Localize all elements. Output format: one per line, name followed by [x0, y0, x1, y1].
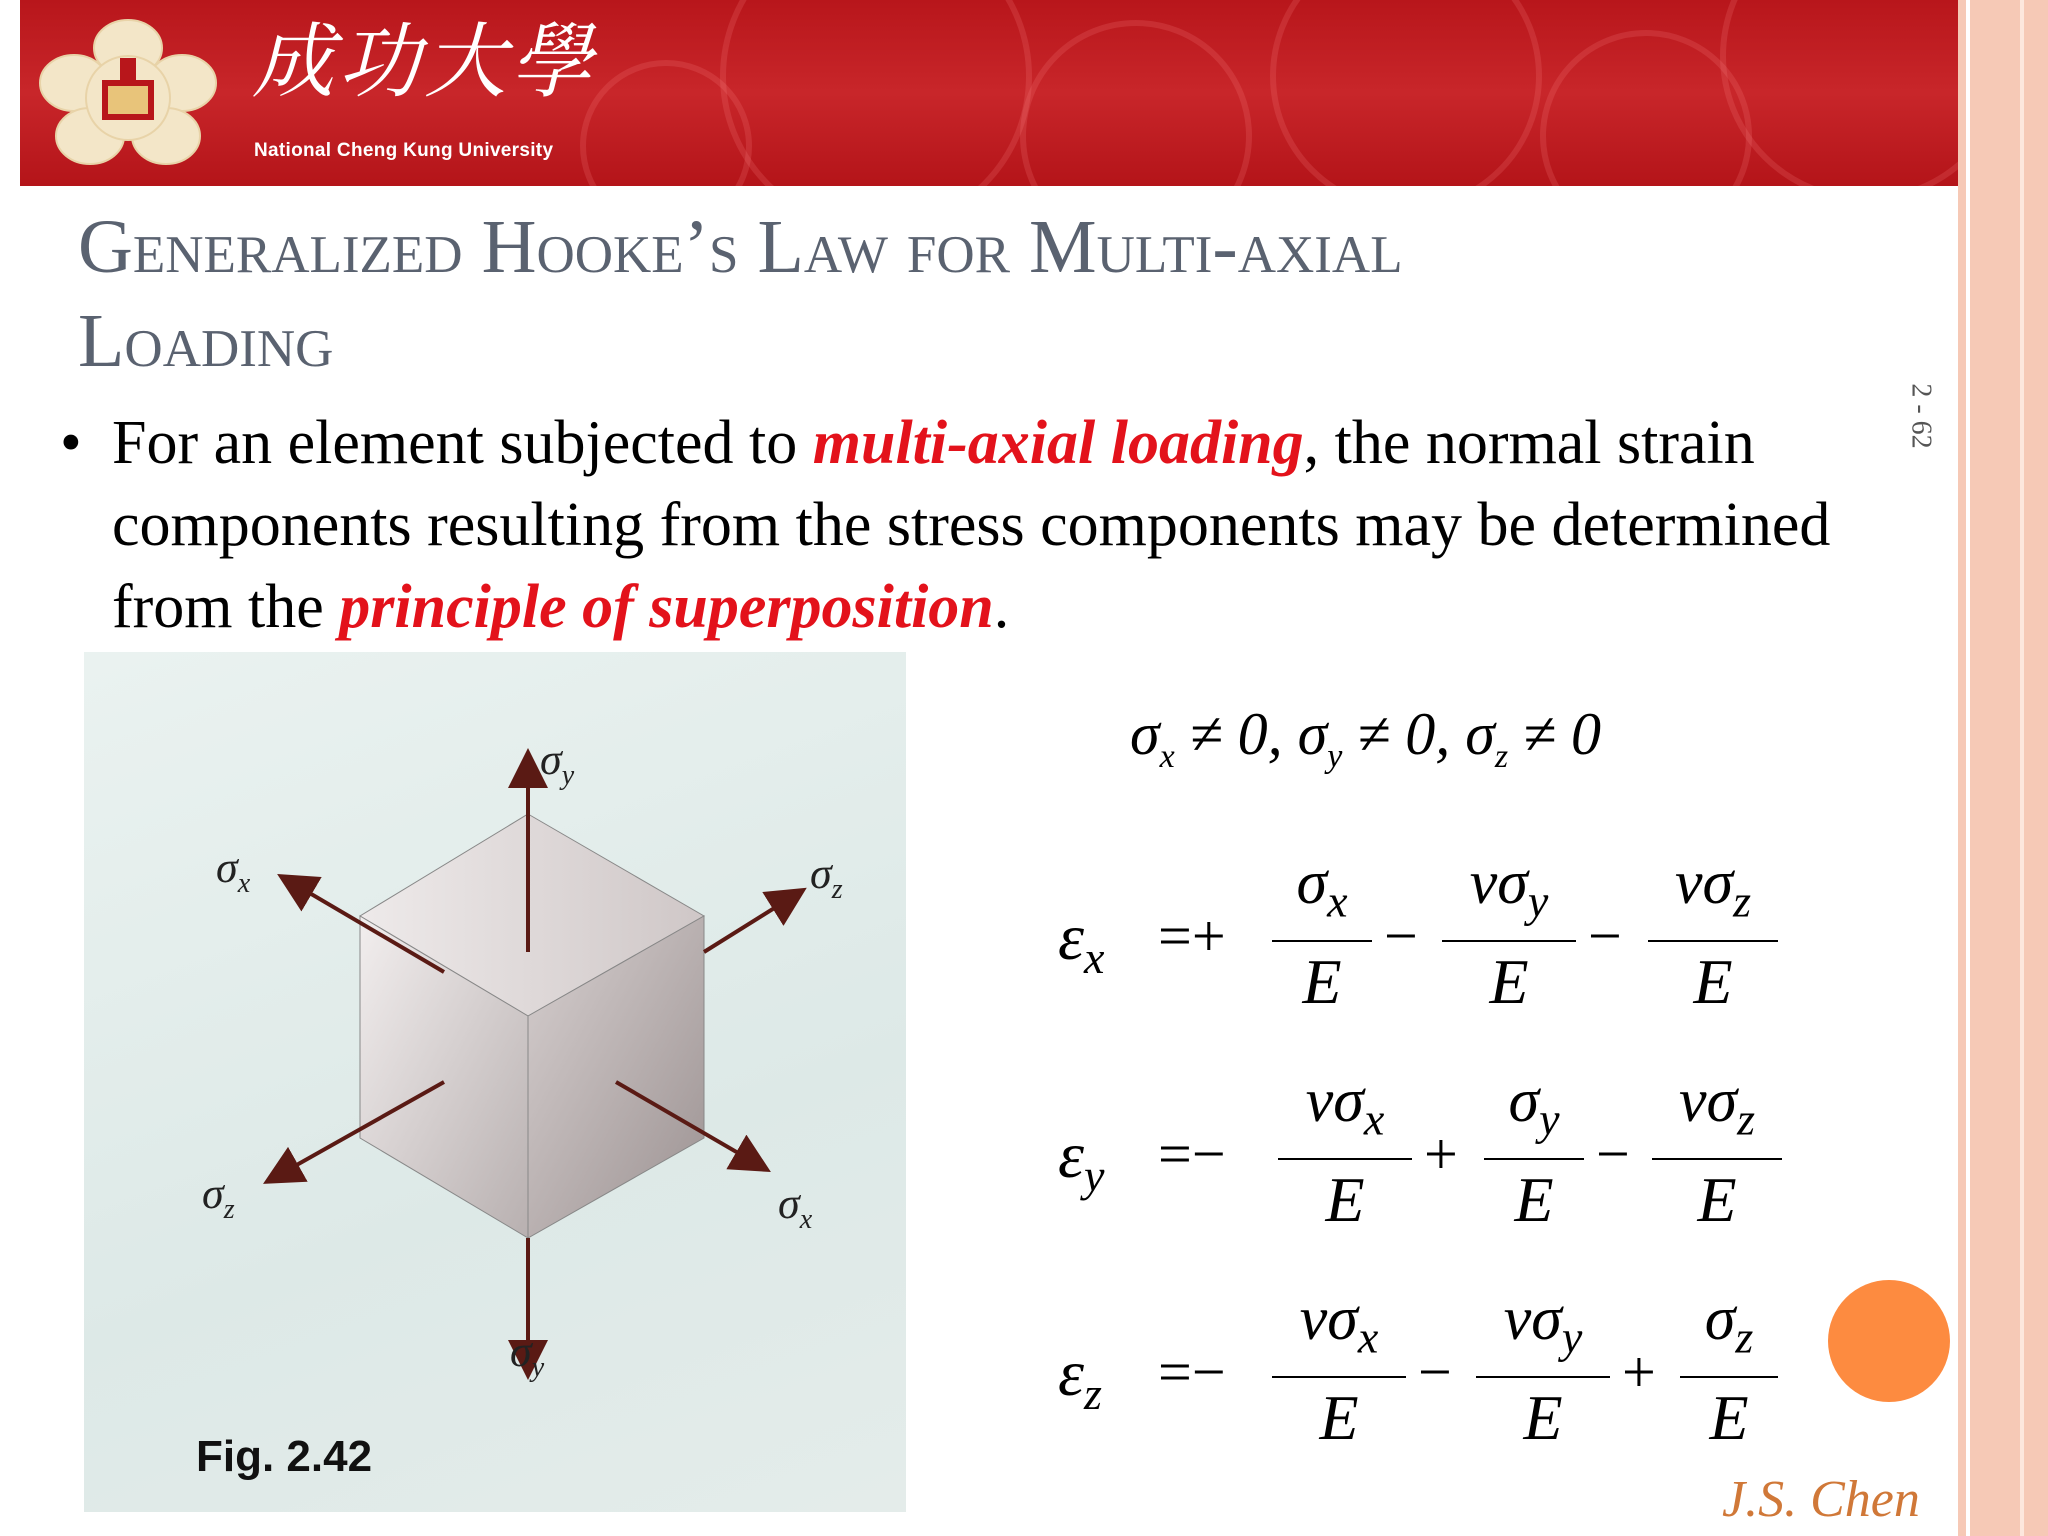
bullet-text	[112, 402, 1880, 648]
figure-caption: Fig. 2.42	[196, 1432, 373, 1481]
bullet-text-part1: For an element subjected to	[112, 409, 813, 477]
university-logo-icon	[38, 18, 218, 168]
bullet-text-part2: , the normal strain components resulting from the stress components may be determined from the	[112, 409, 1831, 641]
slide-title	[78, 200, 1858, 388]
bullet-marker: •	[60, 409, 82, 477]
border-stripe-inner2	[2020, 0, 2024, 1536]
figure-stress-cube	[84, 652, 906, 1512]
border-stripe-inner	[1966, 0, 1970, 1536]
border-stripe-left	[0, 0, 20, 1536]
emphasis-multi-axial-loading: multi-axial loading	[812, 409, 1304, 477]
emphasis-principle-of-superposition: principle of superposition	[339, 573, 994, 641]
border-stripe-outer	[1958, 0, 2048, 1536]
stress-cube-diagram	[84, 652, 906, 1512]
bullet-point	[60, 402, 1880, 648]
bullet-text-part3: .	[993, 573, 1010, 641]
university-name-english: National Cheng Kung University	[254, 140, 554, 161]
label-sigma-z-right: $\sigma_z$	[810, 849, 843, 905]
label-sigma-z-left: $\sigma_z$	[202, 1169, 235, 1225]
label-sigma-y-bottom: $\sigma_y$	[510, 1327, 545, 1383]
label-sigma-x-right: $\sigma_x$	[778, 1179, 813, 1235]
page-number: 2 - 62	[1905, 383, 1937, 449]
label-sigma-x-left: $\sigma_x$	[216, 843, 251, 899]
orange-circle-decoration	[1828, 1280, 1950, 1402]
stress-condition-equation: $\sigma_x \ne 0$, $\sigma_y \ne 0$, $\sigma_z \ne 0$	[1130, 701, 1602, 775]
header-banner	[20, 0, 1958, 186]
title-line-1: Generalized Hooke’s Law for Multi-axial	[78, 205, 1403, 289]
university-name-chinese: 成功大學	[252, 15, 596, 110]
arrow-sigma-z-right	[704, 892, 800, 952]
author-name: J.S. Chen	[1722, 1471, 1920, 1528]
label-sigma-y-top: $\sigma_y$	[540, 735, 575, 791]
title-line-2: Loading	[78, 299, 334, 383]
